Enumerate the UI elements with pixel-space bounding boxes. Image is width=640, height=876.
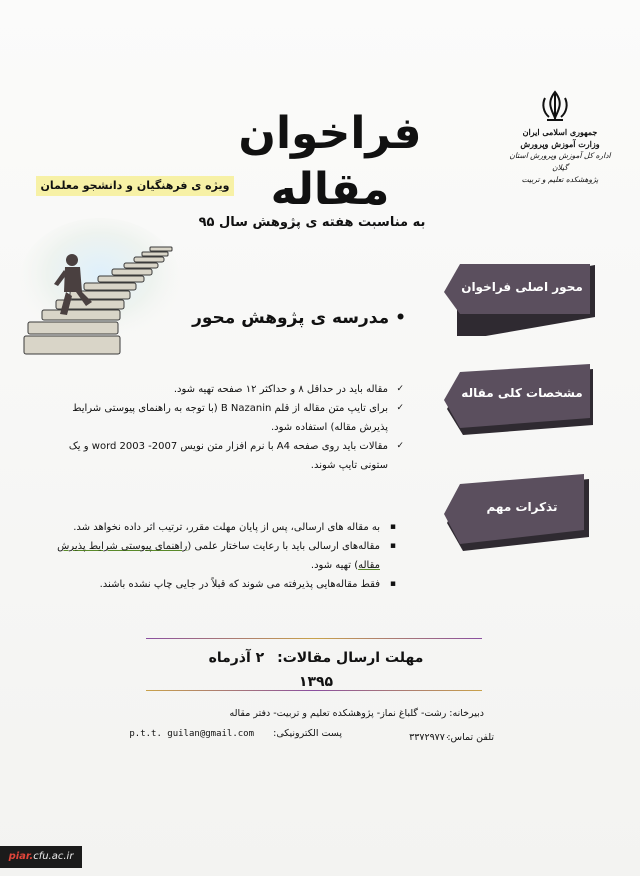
deadline-date: ۲ آذرماه ۱۳۹۵ <box>208 650 334 690</box>
square-bullet-icon: ▪ <box>389 541 396 551</box>
poster-title: فراخوان مقاله <box>238 108 422 215</box>
ministry-line-4: پژوهشکده تعلیم و تربیت <box>521 175 599 184</box>
divider-bottom <box>146 690 482 691</box>
list-item <box>52 399 404 437</box>
tag-general-specs-label: مشخصات کلی مقاله <box>461 386 583 400</box>
audience-subtitle: ویژه ی فرهنگیان و دانشجو معلمان <box>36 176 234 196</box>
note-text-post: ) تهیه شود. <box>310 560 359 571</box>
secretariat-address: دبیرخانه: رشت- گلباغ نماز- پژوهشکده تعلیم و تربیت- دفتر مقاله <box>229 708 484 719</box>
tag-main-axis-label: محور اصلی فراخوان <box>461 280 583 294</box>
spec-text: مقاله باید در حداقل ۸ و حداکثر ۱۲ صفحه تهیه شود. <box>173 384 388 395</box>
staircase-illustration <box>20 218 180 358</box>
site-watermark <box>0 846 82 868</box>
check-icon: ✓ <box>396 403 404 413</box>
tag-general-specs <box>440 362 600 442</box>
list-item <box>52 380 404 399</box>
main-theme <box>190 304 406 332</box>
email-address: p.t.t. guilan@gmail.com <box>129 729 254 739</box>
check-icon: ✓ <box>396 384 404 394</box>
list-item <box>56 575 396 594</box>
list-item <box>52 437 404 475</box>
occasion-line: به مناسبت هفته ی پژوهش سال ۹۵ <box>198 215 426 230</box>
list-item <box>56 518 396 537</box>
guide-reference: راهنمای پیوستی شرایط پذیرش مقاله <box>57 541 380 571</box>
spec-text: برای تایپ متن مقاله از قلم B Nazanin (با توجه به راهنمای پیوستی شرایط پذیرش مقاله) استفاده شود. <box>72 403 388 433</box>
phone-number: ۳۳۷۲۹۷۷۰ <box>409 732 450 743</box>
tag-important-notes <box>440 474 600 554</box>
note-text-pre: مقاله‌های ارسالی باید با رعایت ساختار علمی ( <box>187 541 380 552</box>
square-bullet-icon: ▪ <box>389 522 396 532</box>
contact-info <box>118 726 494 744</box>
watermark-prefix: piar. <box>8 851 34 862</box>
note-text: به مقاله های ارسالی، پس از پایان مهلت مقرر، ترتیب اثر داده نخواهد شد. <box>73 522 380 533</box>
watermark-suffix: cfu.ac.ir <box>33 851 74 862</box>
tag-main-axis <box>440 256 600 336</box>
ministry-line-1: جمهوری اسلامی ایران <box>522 127 598 137</box>
ministry-line-3: اداره کل آموزش وپرورش استان گیلان <box>509 151 611 172</box>
deadline-label: مهلت ارسال مقالات: <box>277 650 424 666</box>
deadline <box>200 646 432 694</box>
note-text: فقط مقاله‌هایی پذیرفته می شوند که قبلاً در جایی چاپ نشده باشند. <box>99 579 380 590</box>
tag-shape-icon <box>440 256 600 336</box>
check-icon: ✓ <box>396 441 404 451</box>
main-theme-bullet: • <box>395 308 406 328</box>
iran-emblem-icon <box>537 88 573 124</box>
list-item <box>56 537 396 575</box>
notes-list <box>56 518 396 594</box>
main-theme-text: مدرسه ی پژوهش محور <box>192 308 390 328</box>
specs-list <box>52 380 404 475</box>
spec-text: مقالات باید روی صفحه A4 با نرم افزار متن نویس word 2003 -2007 و یک ستونی تایپ شوند. <box>68 441 388 471</box>
divider-top <box>146 638 482 639</box>
email-label: پست الکترونیکی: <box>273 728 342 739</box>
square-bullet-icon: ▪ <box>389 579 396 589</box>
tag-important-notes-label: تذکرات مهم <box>486 500 558 514</box>
tag-shape-icon <box>440 362 600 442</box>
phone-label: تلفن تماس: <box>447 732 494 743</box>
ministry-header <box>505 126 615 186</box>
ministry-line-2: وزارت آموزش وپرورش <box>520 139 600 149</box>
